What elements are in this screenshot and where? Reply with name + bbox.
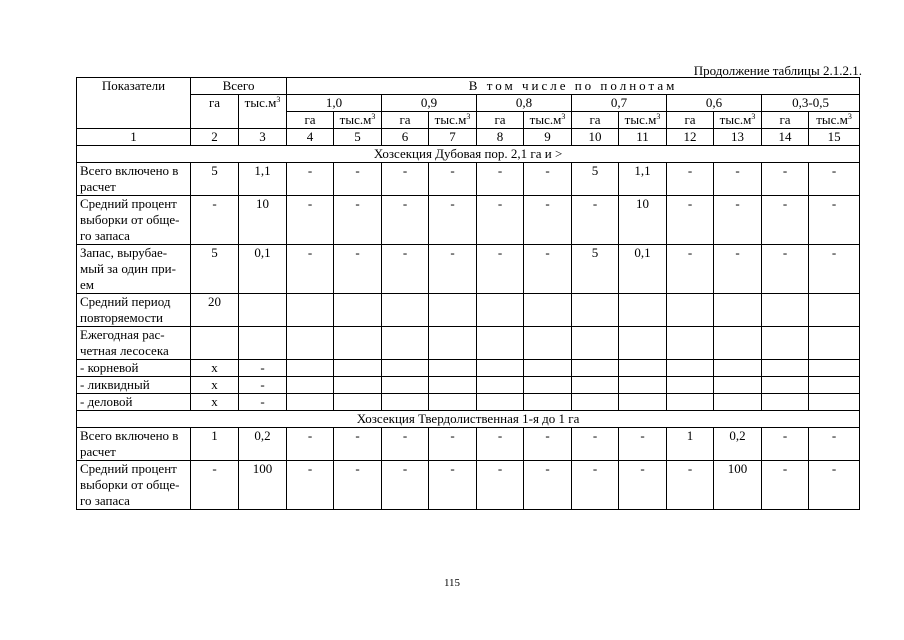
table-cell: - — [762, 428, 809, 461]
table-cell — [524, 360, 572, 377]
section-row — [77, 411, 860, 428]
table-cell: 0,2 — [239, 428, 287, 461]
unit-label: тыс.м — [816, 112, 848, 127]
table-cell: - — [429, 196, 477, 245]
table-cell: - — [762, 196, 809, 245]
row-label: Всего включено в расчет — [77, 428, 191, 461]
table-cell: - — [762, 245, 809, 294]
table-cell: - — [477, 196, 524, 245]
header-density-1: 0,9 — [382, 95, 477, 112]
header-density-2: 0,8 — [477, 95, 572, 112]
table-cell: - — [477, 245, 524, 294]
table-cell: - — [477, 428, 524, 461]
table-cell — [429, 360, 477, 377]
table-caption: Продолжение таблицы 2.1.2.1. — [693, 63, 862, 78]
table-row — [77, 394, 860, 411]
table-cell — [334, 377, 382, 394]
table-cell: - — [572, 428, 619, 461]
table-row — [77, 196, 860, 245]
table-cell: - — [619, 428, 667, 461]
table-cell — [572, 294, 619, 327]
table-cell: - — [667, 196, 714, 245]
table-cell: - — [809, 428, 860, 461]
header-row-densities — [77, 95, 860, 112]
table-cell — [287, 377, 334, 394]
table-cell — [714, 294, 762, 327]
table-body — [77, 146, 860, 510]
table-cell — [762, 294, 809, 327]
unit-sup: 3 — [276, 95, 281, 104]
table-cell: - — [382, 196, 429, 245]
table-cell: - — [477, 461, 524, 510]
header-unit-thous-5 — [809, 112, 860, 129]
table-cell: - — [334, 461, 382, 510]
table-cell: 1 — [667, 428, 714, 461]
table-cell: - — [714, 163, 762, 196]
header-total-ha: га — [191, 95, 239, 129]
table-cell: - — [524, 196, 572, 245]
column-number-8: 8 — [477, 129, 524, 146]
row-label: - ликвидный — [77, 377, 191, 394]
unit-label: тыс.м — [719, 112, 752, 127]
section-row — [77, 146, 860, 163]
header-density-4: 0,6 — [667, 95, 762, 112]
table-cell — [809, 360, 860, 377]
row-label: - корневой — [77, 360, 191, 377]
table-cell — [714, 394, 762, 411]
header-unit-ha-1: га — [382, 112, 429, 129]
column-number-14: 14 — [762, 129, 809, 146]
table-cell: 5 — [191, 245, 239, 294]
table-row — [77, 360, 860, 377]
column-number-4: 4 — [287, 129, 334, 146]
table-cell: 0,1 — [239, 245, 287, 294]
table-cell — [619, 327, 667, 360]
table-row — [77, 245, 860, 294]
table-cell — [572, 377, 619, 394]
table-cell — [714, 377, 762, 394]
table-cell: 5 — [572, 245, 619, 294]
table-cell: 0,2 — [714, 428, 762, 461]
table-cell — [477, 377, 524, 394]
table-cell: 1,1 — [239, 163, 287, 196]
data-table — [76, 77, 860, 510]
header-unit-ha-3: га — [572, 112, 619, 129]
header-total: Всего — [191, 78, 287, 95]
header-unit-thous-2 — [524, 112, 572, 129]
column-number-11: 11 — [619, 129, 667, 146]
table-cell: - — [382, 428, 429, 461]
table-cell: - — [762, 461, 809, 510]
table-cell — [619, 377, 667, 394]
table-cell — [477, 394, 524, 411]
row-label: Запас, вырубае-мый за один при-ем — [77, 245, 191, 294]
header-including-text: В том числе по полнотам — [468, 78, 678, 93]
header-unit-thous-3 — [619, 112, 667, 129]
table-cell: - — [619, 461, 667, 510]
header-density-3: 0,7 — [572, 95, 667, 112]
table-cell: - — [429, 428, 477, 461]
table-cell — [667, 394, 714, 411]
table-cell: - — [429, 461, 477, 510]
table-cell — [429, 377, 477, 394]
column-number-12: 12 — [667, 129, 714, 146]
table-cell — [334, 394, 382, 411]
table-cell — [762, 360, 809, 377]
column-number-15: 15 — [809, 129, 860, 146]
table-cell — [762, 377, 809, 394]
table-cell: - — [477, 163, 524, 196]
row-label: - деловой — [77, 394, 191, 411]
table-row — [77, 377, 860, 394]
table-cell: - — [287, 461, 334, 510]
table-cell: - — [524, 245, 572, 294]
column-number-9: 9 — [524, 129, 572, 146]
row-label: Ежегодная рас-четная лесосека — [77, 327, 191, 360]
header-row-column-numbers — [77, 129, 860, 146]
header-total-thous — [239, 95, 287, 129]
table-cell: - — [334, 196, 382, 245]
table-cell: - — [239, 360, 287, 377]
table-row — [77, 163, 860, 196]
table-cell — [287, 360, 334, 377]
table-cell: х — [191, 394, 239, 411]
table-cell — [287, 294, 334, 327]
table-cell — [382, 360, 429, 377]
table-cell — [667, 294, 714, 327]
table-cell — [334, 360, 382, 377]
table-cell: - — [429, 245, 477, 294]
table-cell: - — [334, 428, 382, 461]
table-cell — [809, 327, 860, 360]
table-row — [77, 294, 860, 327]
column-number-6: 6 — [382, 129, 429, 146]
table-cell — [382, 377, 429, 394]
table-cell: 10 — [619, 196, 667, 245]
table-cell — [809, 377, 860, 394]
table-cell — [524, 294, 572, 327]
table-cell: - — [334, 163, 382, 196]
unit-sup: 3 — [561, 112, 566, 121]
section-title-1: Хозсекция Твердолиственная 1-я до 1 га — [77, 411, 860, 428]
table-cell: - — [714, 245, 762, 294]
table-cell — [572, 327, 619, 360]
unit-label: тыс.м — [244, 95, 277, 110]
table-cell: - — [667, 163, 714, 196]
table-cell: - — [524, 461, 572, 510]
header-unit-ha-4: га — [667, 112, 714, 129]
table-cell — [477, 360, 524, 377]
table-cell — [382, 327, 429, 360]
table-cell: - — [667, 245, 714, 294]
row-label: Средний период повторяемости — [77, 294, 191, 327]
header-unit-thous-4 — [714, 112, 762, 129]
table-cell — [524, 377, 572, 394]
unit-sup: 3 — [466, 112, 471, 121]
table-cell — [287, 394, 334, 411]
table-cell: 1,1 — [619, 163, 667, 196]
column-number-7: 7 — [429, 129, 477, 146]
header-unit-ha-2: га — [477, 112, 524, 129]
table-cell — [762, 327, 809, 360]
table-cell — [429, 294, 477, 327]
table-cell: 100 — [239, 461, 287, 510]
unit-label: тыс.м — [529, 112, 562, 127]
table-cell — [382, 294, 429, 327]
table-cell — [429, 327, 477, 360]
table-cell: 100 — [714, 461, 762, 510]
table-cell: - — [809, 196, 860, 245]
section-title-0: Хозсекция Дубовая пор. 2,1 га и > — [77, 146, 860, 163]
table-cell: - — [809, 163, 860, 196]
table-cell: - — [524, 428, 572, 461]
row-label: Средний процент выборки от обще-го запаса — [77, 196, 191, 245]
table-cell — [382, 394, 429, 411]
table-cell — [809, 294, 860, 327]
table-cell: - — [334, 245, 382, 294]
unit-label: тыс.м — [339, 112, 372, 127]
table-cell — [334, 294, 382, 327]
table-cell: 0,1 — [619, 245, 667, 294]
table-cell — [524, 327, 572, 360]
table-cell — [239, 294, 287, 327]
column-number-1: 1 — [77, 129, 191, 146]
table-cell — [429, 394, 477, 411]
table-header — [77, 78, 860, 146]
column-number-3: 3 — [239, 129, 287, 146]
table-cell: - — [667, 461, 714, 510]
table-row — [77, 327, 860, 360]
table-cell: - — [239, 377, 287, 394]
table-cell: - — [191, 461, 239, 510]
table-cell: - — [287, 245, 334, 294]
table-cell: - — [191, 196, 239, 245]
table-cell: - — [714, 196, 762, 245]
table-cell — [334, 327, 382, 360]
table-cell: 5 — [572, 163, 619, 196]
header-unit-thous-1 — [429, 112, 477, 129]
table-cell: - — [287, 428, 334, 461]
table-cell: - — [382, 163, 429, 196]
table-cell — [667, 327, 714, 360]
table-row — [77, 428, 860, 461]
table-cell: - — [287, 196, 334, 245]
unit-sup: 3 — [656, 112, 661, 121]
table-cell: х — [191, 377, 239, 394]
table-cell — [809, 394, 860, 411]
unit-sup: 3 — [847, 112, 852, 121]
table-cell: 1 — [191, 428, 239, 461]
table-cell: - — [809, 461, 860, 510]
table-cell — [619, 394, 667, 411]
table-cell: - — [572, 461, 619, 510]
table-cell — [524, 394, 572, 411]
column-number-10: 10 — [572, 129, 619, 146]
table-cell — [619, 360, 667, 377]
table-cell — [477, 327, 524, 360]
table-cell — [287, 327, 334, 360]
table-row — [77, 461, 860, 510]
table-cell — [762, 394, 809, 411]
header-density-5: 0,3-0,5 — [762, 95, 860, 112]
page-number: 115 — [443, 577, 461, 589]
header-indicators: Показатели — [77, 78, 191, 129]
unit-sup: 3 — [751, 112, 756, 121]
table-cell — [714, 327, 762, 360]
header-unit-thous-0 — [334, 112, 382, 129]
column-number-13: 13 — [714, 129, 762, 146]
column-number-2: 2 — [191, 129, 239, 146]
row-label: Всего включено в расчет — [77, 163, 191, 196]
table-cell: - — [287, 163, 334, 196]
table-cell: - — [382, 461, 429, 510]
header-unit-ha-0: га — [287, 112, 334, 129]
row-label: Средний процент выборки от обще-го запаса — [77, 461, 191, 510]
table-cell: 5 — [191, 163, 239, 196]
table-cell — [619, 294, 667, 327]
table-cell — [572, 394, 619, 411]
table-cell: - — [239, 394, 287, 411]
table-cell — [714, 360, 762, 377]
table-cell: - — [429, 163, 477, 196]
unit-sup: 3 — [371, 112, 376, 121]
column-number-5: 5 — [334, 129, 382, 146]
unit-label: тыс.м — [624, 112, 657, 127]
table-cell: - — [762, 163, 809, 196]
header-unit-ha-5: га — [762, 112, 809, 129]
table-cell — [667, 377, 714, 394]
header-density-0: 1,0 — [287, 95, 382, 112]
table-cell: 10 — [239, 196, 287, 245]
table-cell: - — [382, 245, 429, 294]
table-cell — [239, 327, 287, 360]
table-cell: 20 — [191, 294, 239, 327]
table-cell: х — [191, 360, 239, 377]
table-cell: - — [809, 245, 860, 294]
unit-label: тыс.м — [434, 112, 467, 127]
table-cell — [572, 360, 619, 377]
table-cell — [667, 360, 714, 377]
header-including — [287, 78, 860, 95]
table-cell: - — [572, 196, 619, 245]
table-cell — [191, 327, 239, 360]
table-cell: - — [524, 163, 572, 196]
table-cell — [477, 294, 524, 327]
